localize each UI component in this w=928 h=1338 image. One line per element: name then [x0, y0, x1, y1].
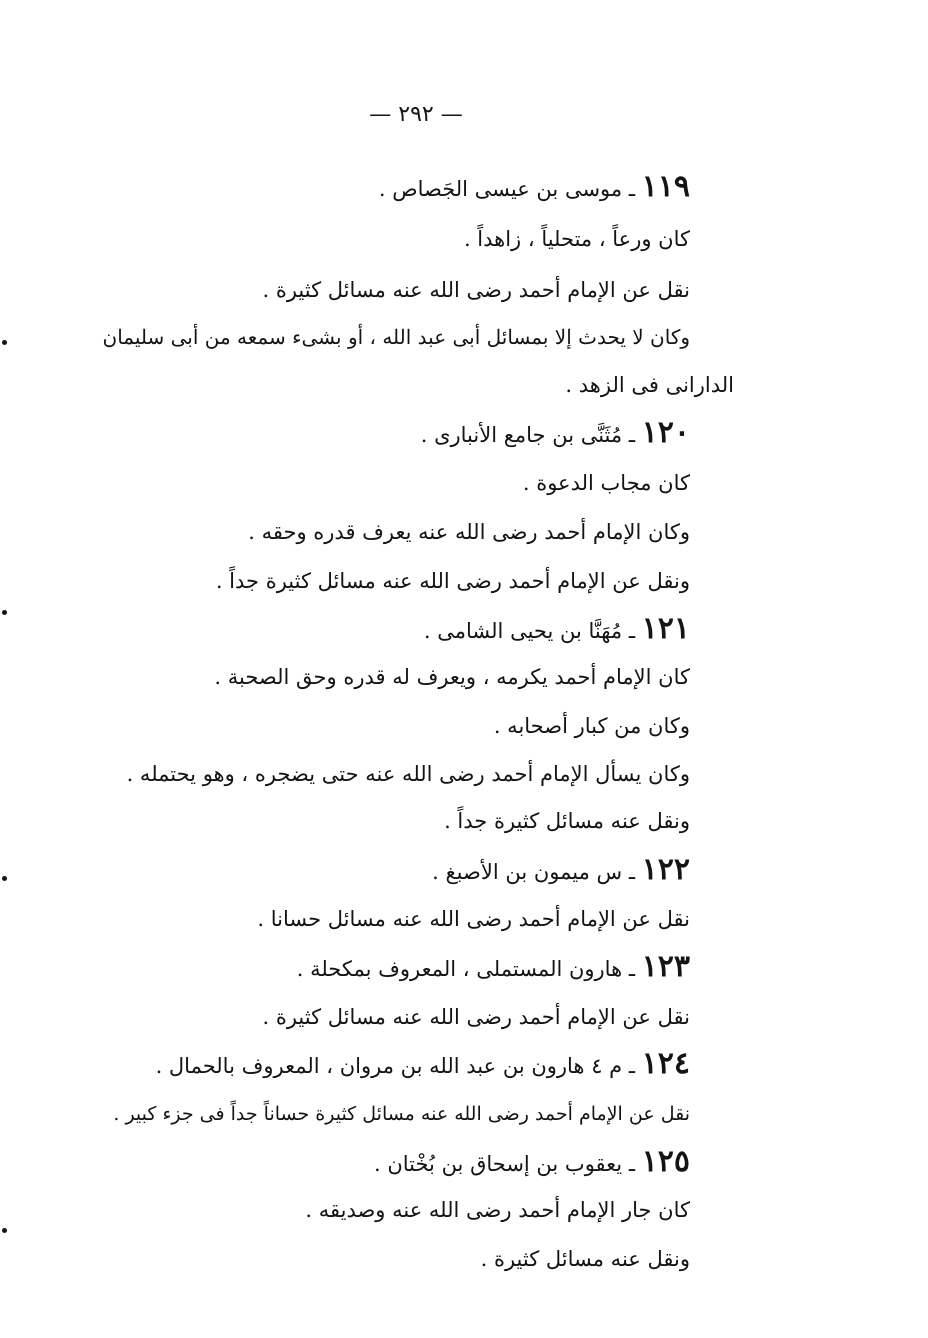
scan-mark [2, 610, 7, 615]
text-line: نقل عن الإمام أحمد رضى الله عنه مسائل كثيرة . [262, 1005, 690, 1029]
entry-heading [296, 949, 690, 984]
text-line: كان مجاب الدعوة . [522, 471, 690, 495]
scan-mark [2, 340, 7, 345]
entry-heading [420, 415, 690, 450]
text-line: ونقل عن الإمام أحمد رضى الله عنه مسائل كثيرة جداً . [215, 569, 690, 593]
text-line: نقل عن الإمام أحمد رضى الله عنه مسائل حسانا . [257, 907, 690, 931]
text-line: الدارانى فى الزهد . [565, 373, 734, 397]
entry-number: ١١٩ [641, 169, 690, 204]
entry-heading [378, 169, 690, 204]
entry-title: ـ مُهَنَّا بن يحيى الشامى . [423, 619, 642, 643]
entry-number: ١٢٥ [641, 1144, 690, 1179]
entry-title: ـ مُثَنَّى بن جامع الأنبارى . [420, 423, 642, 447]
text-line: ونقل عنه مسائل كثيرة جداً . [444, 809, 690, 833]
text-line: كان ورعاً ، متحلياً ، زاهداً . [463, 227, 690, 251]
entry-heading [423, 611, 690, 646]
entry-title: ـ س ميمون بن الأصبغ . [432, 860, 642, 884]
text-line: ونقل عنه مسائل كثيرة . [480, 1247, 690, 1271]
entry-number: ١٢١ [641, 611, 690, 646]
entry-number: ١٢٢ [641, 852, 690, 887]
entry-title: ـ يعقوب بن إسحاق بن بُخْتان . [373, 1152, 642, 1176]
entry-number: ١٢٤ [641, 1046, 690, 1081]
text-line: كان جار الإمام أحمد رضى الله عنه وصديقه . [305, 1198, 690, 1222]
scan-mark [2, 876, 7, 881]
entry-heading [432, 852, 690, 887]
text-line: وكان من كبار أصحابه . [493, 714, 690, 738]
scan-mark [2, 1228, 7, 1233]
text-line: وكان الإمام أحمد رضى الله عنه يعرف قدره وحقه . [248, 520, 690, 544]
text-line: وكان لا يحدث إلا بمسائل أبى عبد الله ، أو بشىء سمعه من أبى سليمان [102, 325, 690, 349]
entry-heading [373, 1144, 690, 1179]
text-line: وكان يسأل الإمام أحمد رضى الله عنه حتى يضجره ، وهو يحتمله . [126, 762, 690, 786]
entry-heading [155, 1046, 690, 1081]
entry-title: ـ م ٤ هارون بن عبد الله بن مروان ، المعروف بالحمال . [155, 1054, 642, 1078]
entry-number: ١٢٣ [641, 949, 690, 984]
page-number: — ٢٩٢ — [369, 102, 463, 127]
text-line: نقل عن الإمام أحمد رضى الله عنه مسائل كثيرة . [262, 278, 690, 302]
text-line: نقل عن الإمام أحمد رضى الله عنه مسائل كثيرة حساناً جداً فى جزء كبير . [113, 1103, 690, 1125]
entry-number: ١٢٠ [641, 415, 690, 450]
entry-title: ـ موسى بن عيسى الجَصاص . [378, 177, 642, 201]
text-line: كان الإمام أحمد يكرمه ، ويعرف له قدره وحق الصحبة . [214, 665, 690, 689]
entry-title: ـ هارون المستملى ، المعروف بمكحلة . [296, 957, 642, 981]
